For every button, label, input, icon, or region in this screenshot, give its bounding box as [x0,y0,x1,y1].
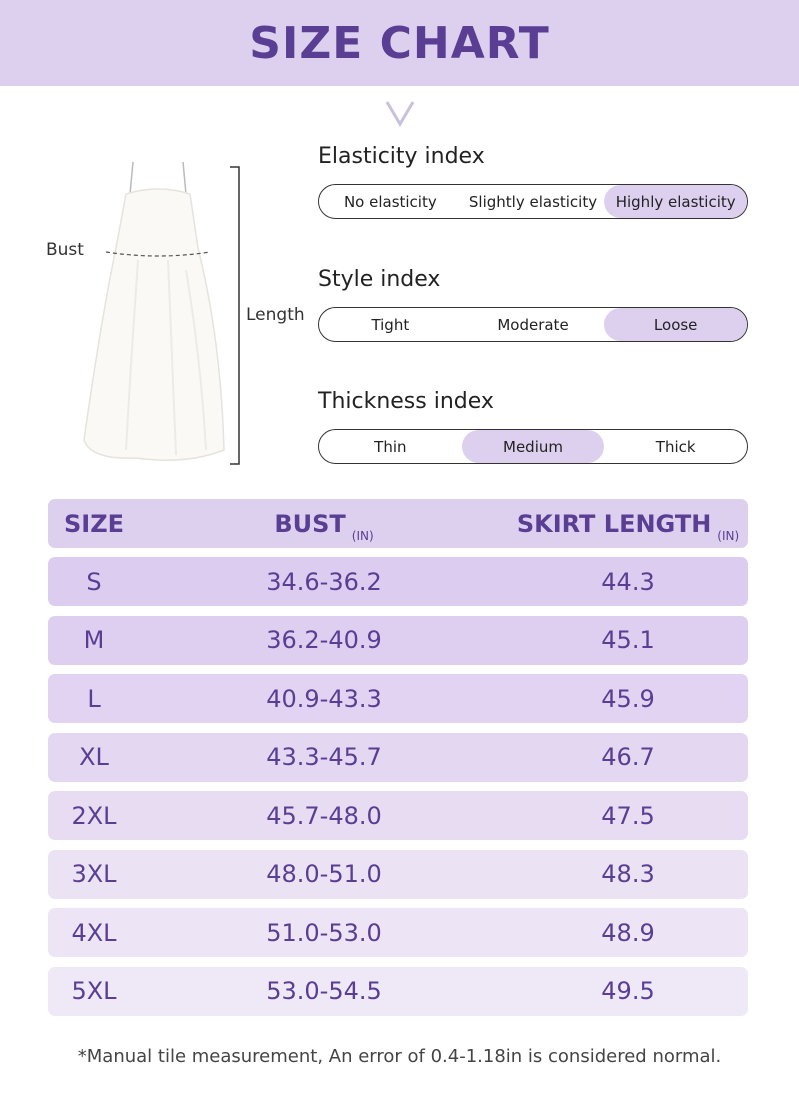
table-row [48,967,748,1016]
page-title: SIZE CHART [249,17,550,69]
dress-image [76,160,246,470]
cell-length: 45.9 [601,684,655,713]
cell-size: 3XL [71,860,117,888]
cell-bust: 48.0-51.0 [266,860,382,888]
thickness-scale [318,429,748,464]
table-row [48,733,748,782]
header-bust-unit: (IN) [351,528,374,543]
elasticity-title: Elasticity index [318,144,485,169]
table-row [48,908,748,957]
cell-size: 2XL [71,801,117,830]
elasticity-slight: Slightly elasticity [468,192,598,211]
cell-bust: 45.7-48.0 [266,801,382,830]
length-bracket [228,166,242,466]
style-scale [318,307,748,342]
cell-size: S [86,567,102,596]
elasticity-scale [318,184,748,219]
table-header [48,499,748,548]
style-moderate: Moderate [497,315,569,334]
table-row [48,557,748,606]
cell-bust: 36.2-40.9 [266,626,382,654]
cell-length: 44.3 [601,567,655,596]
header-length [508,509,748,543]
thickness-thick: Thick [655,437,696,456]
cell-bust: 51.0-53.0 [266,918,382,947]
table-row [48,850,748,899]
cell-bust: 43.3-45.7 [266,743,382,771]
cell-length: 47.5 [601,801,655,830]
size-table [48,499,748,1025]
header-bust [140,509,508,543]
length-label: Length [246,305,305,325]
style-tight: Tight [371,315,410,334]
header-length-unit: (IN) [717,528,740,543]
thickness-title: Thickness index [318,389,494,414]
cell-size: L [87,684,101,713]
cell-bust: 34.6-36.2 [266,567,382,596]
chevron-down-icon [384,98,416,128]
header-size: SIZE [63,509,124,538]
cell-length: 49.5 [601,977,655,1005]
elasticity-high: Highly elasticity [604,185,747,218]
header-length-label: SKIRT LENGTH [516,509,712,538]
table-row [48,791,748,840]
cell-size: 4XL [71,918,117,947]
cell-bust: 40.9-43.3 [266,684,382,713]
cell-size: 5XL [71,977,117,1005]
cell-size: XL [79,743,109,771]
cell-bust: 53.0-54.5 [266,977,382,1005]
header-bust-label: BUST [274,509,346,538]
style-loose: Loose [604,308,747,341]
footnote: *Manual tile measurement, An error of 0.4-1.18in is considered normal. [77,1046,722,1067]
thickness-medium: Medium [462,430,605,463]
table-row [48,674,748,723]
cell-size: M [83,626,105,654]
cell-length: 48.3 [601,860,655,888]
cell-length: 46.7 [601,743,655,771]
bust-label: Bust [46,240,84,260]
table-row [48,616,748,665]
elasticity-none: No elasticity [343,192,437,211]
style-title: Style index [318,267,441,292]
header-banner [0,0,799,86]
cell-length: 45.1 [601,626,655,654]
thickness-thin: Thin [374,437,407,456]
cell-length: 48.9 [601,918,655,947]
